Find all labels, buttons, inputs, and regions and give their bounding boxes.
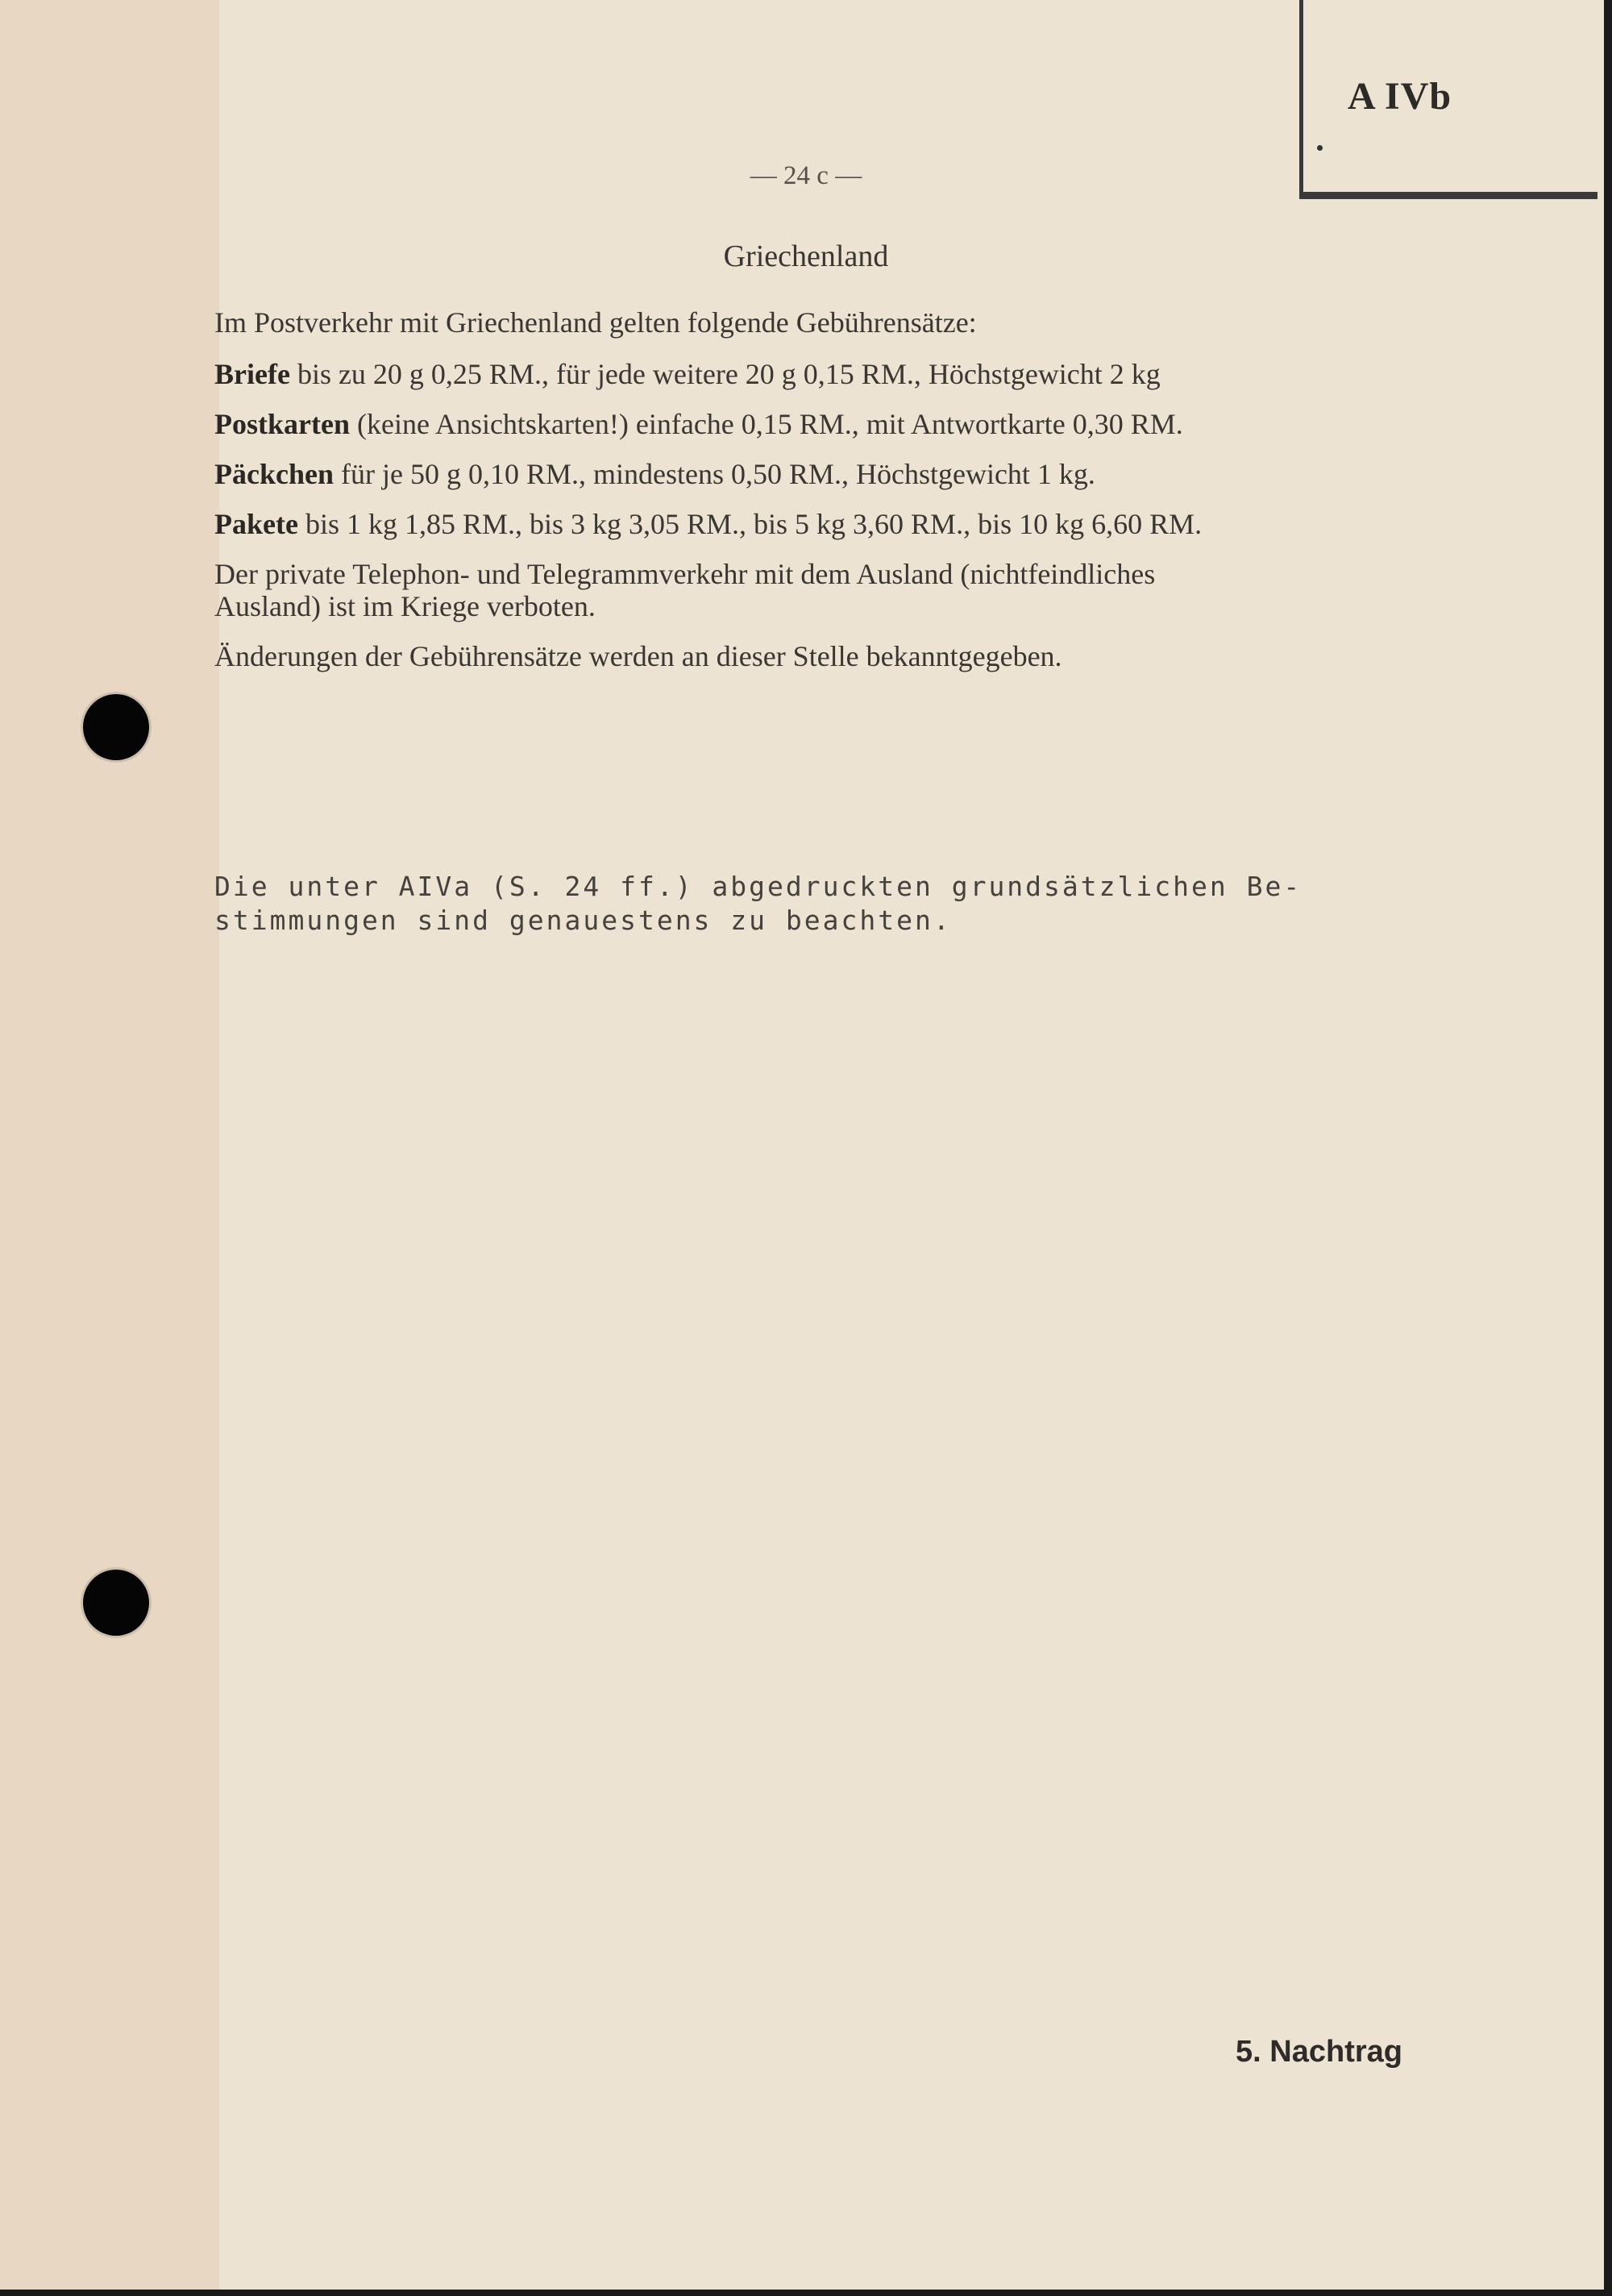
rate-line-paeckchen — [214, 456, 1399, 492]
punch-hole-top — [83, 694, 149, 760]
reference-note-line1: Die unter AIVa (S. 24 ff.) abgedruckten grundsätzlichen Be- — [214, 871, 1302, 902]
page-title: Griechenland — [723, 239, 889, 273]
left-margin-strip — [0, 0, 219, 2290]
section-code: A IVb — [1348, 75, 1452, 118]
rate-text: bis 1 kg 1,85 RM., bis 3 kg 3,05 RM., bis 5 kg 3,60 RM., bis 10 kg 6,60 RM. — [305, 508, 1203, 540]
intro-paragraph: Im Postverkehr mit Griechenland gelten folgende Gebührensätze: — [214, 306, 977, 339]
rate-line-briefe — [214, 356, 1399, 392]
telephone-paragraph-line2: Ausland) ist im Kriege verboten. — [214, 590, 596, 622]
rate-term: Päckchen — [214, 458, 334, 490]
rate-text: für je 50 g 0,10 RM., mindestens 0,50 RM., Höchstgewicht 1 kg. — [341, 458, 1095, 490]
rate-text: (keine Ansichtskarten!) einfache 0,15 RM., mit Antwortkarte 0,30 RM. — [356, 408, 1183, 440]
rate-term: Postkarten — [214, 408, 350, 440]
telephone-paragraph-line1: Der private Telephon- und Telegrammverkehr mit dem Ausland (nichtfeindliches — [214, 558, 1156, 590]
ink-dot — [1317, 145, 1323, 151]
supplement-label: 5. Nachtrag — [1236, 2035, 1402, 2069]
rate-line-pakete — [214, 506, 1399, 542]
changes-note: Änderungen der Gebührensätze werden an dieser Stelle bekanntgegeben. — [214, 640, 1062, 672]
rate-term: Briefe — [214, 358, 290, 390]
rate-line-postkarten — [214, 406, 1399, 442]
punch-hole-bottom — [83, 1570, 149, 1636]
reference-note-line2: stimmungen sind genauestens zu beachten. — [214, 905, 952, 936]
rate-term: Pakete — [214, 508, 298, 540]
page-number: — 24 c — — [750, 161, 862, 190]
rate-text: bis zu 20 g 0,25 RM., für jede weitere 20 g 0,15 RM., Höchstgewicht 2 kg — [297, 358, 1161, 390]
